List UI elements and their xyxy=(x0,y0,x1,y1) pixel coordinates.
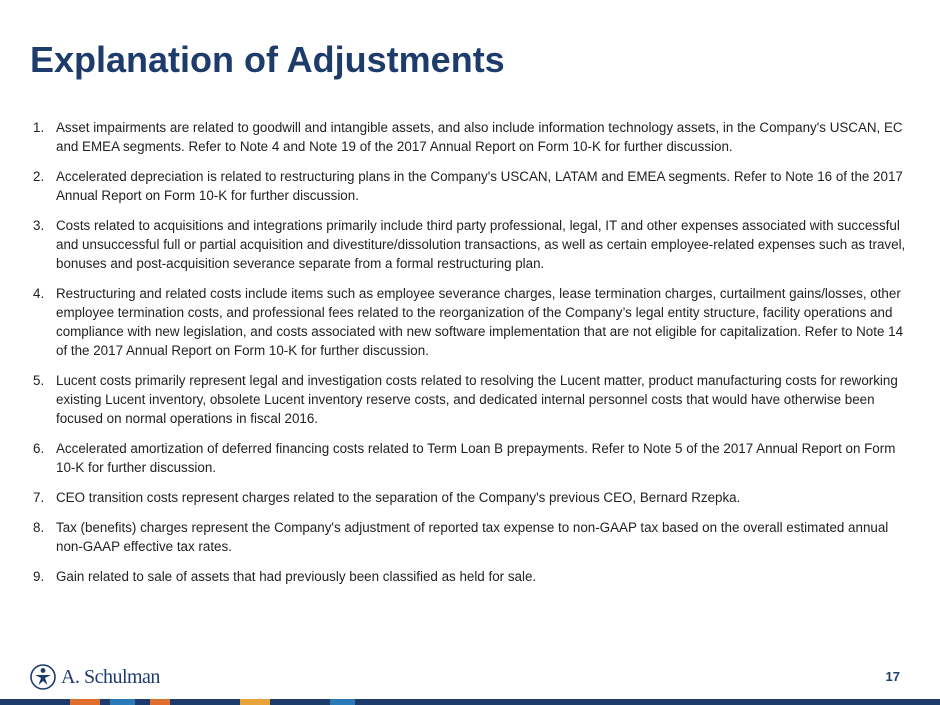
item-text: Accelerated depreciation is related to restructuring plans in the Company's USCAN, LATAM and EMEA segments. Refer to Note 16 of the 2017 Annual Report on Form 10-K for further discussion. xyxy=(56,169,903,203)
item-text: Restructuring and related costs include items such as employee severance charges, lease termination charges, curtailment gains/losses, other employee termination costs, and professional fees related to the reorganization of the Company’s legal entity structure, facility operations and compliance with new legislation, and costs associated with new software implementation that are not eligible for capitalization. Refer to Note 14 of the 2017 Annual Report on Form 10-K for further discussion. xyxy=(56,286,904,358)
item-number: 1. xyxy=(33,120,45,135)
list-item xyxy=(33,567,913,586)
bar-accent xyxy=(330,699,355,705)
item-text: Costs related to acquisitions and integrations primarily include third party professional, legal, IT and other expenses associated with successful and unsuccessful full or partial acquisition and divestiture/dissolution transactions, as well as certain employee-related expenses such as travel, bonuses and post-acquisition severance separate from a formal restructuring plan. xyxy=(56,218,906,271)
item-number: 7. xyxy=(33,490,45,505)
bar-accent xyxy=(110,699,135,705)
item-number: 8. xyxy=(33,520,45,535)
logo-text: A. Schulman xyxy=(61,665,160,688)
list-item xyxy=(33,439,913,477)
list-item xyxy=(33,284,913,360)
list-item xyxy=(33,167,913,205)
item-text: Tax (benefits) charges represent the Company's adjustment of reported tax expense to non-GAAP tax based on the overall estimated annual non-GAAP effective tax rates. xyxy=(56,520,889,554)
bar-accent xyxy=(70,699,100,705)
schulman-figure-icon xyxy=(30,664,56,690)
bar-accent xyxy=(240,699,270,705)
item-number: 4. xyxy=(33,286,45,301)
adjustments-list xyxy=(33,118,913,597)
list-item xyxy=(33,118,913,156)
item-number: 9. xyxy=(33,569,45,584)
item-text: Asset impairments are related to goodwill and intangible assets, and also include information technology assets, in the Company's USCAN, EC and EMEA segments. Refer to Note 4 and Note 19 of the 2017 Annual Report on Form 10-K for further discussion. xyxy=(56,120,903,154)
item-text: CEO transition costs represent charges related to the separation of the Company's previous CEO, Bernard Rzepka. xyxy=(56,490,741,505)
item-text: Accelerated amortization of deferred financing costs related to Term Loan B prepayments. Refer to Note 5 of the 2017 Annual Report on Form 10-K for further discussion. xyxy=(56,441,896,475)
company-logo xyxy=(30,664,160,690)
item-text: Lucent costs primarily represent legal and investigation costs related to resolving the Lucent matter, product manufacturing costs for reworking existing Lucent inventory, obsolete Lucent inventory reserve costs, and dedicated internal personnel costs that would have otherwise been focused on normal operations in fiscal 2016. xyxy=(56,373,898,426)
page-number: 17 xyxy=(885,669,900,684)
item-number: 3. xyxy=(33,218,45,233)
item-number: 2. xyxy=(33,169,45,184)
list-item xyxy=(33,371,913,428)
list-item xyxy=(33,488,913,507)
page-title: Explanation of Adjustments xyxy=(30,39,505,80)
list-item xyxy=(33,216,913,273)
footer-bar xyxy=(0,699,940,705)
item-text: Gain related to sale of assets that had previously been classified as held for sale. xyxy=(56,569,537,584)
list-item xyxy=(33,518,913,556)
item-number: 6. xyxy=(33,441,45,456)
bar-accent xyxy=(150,699,170,705)
item-number: 5. xyxy=(33,373,45,388)
